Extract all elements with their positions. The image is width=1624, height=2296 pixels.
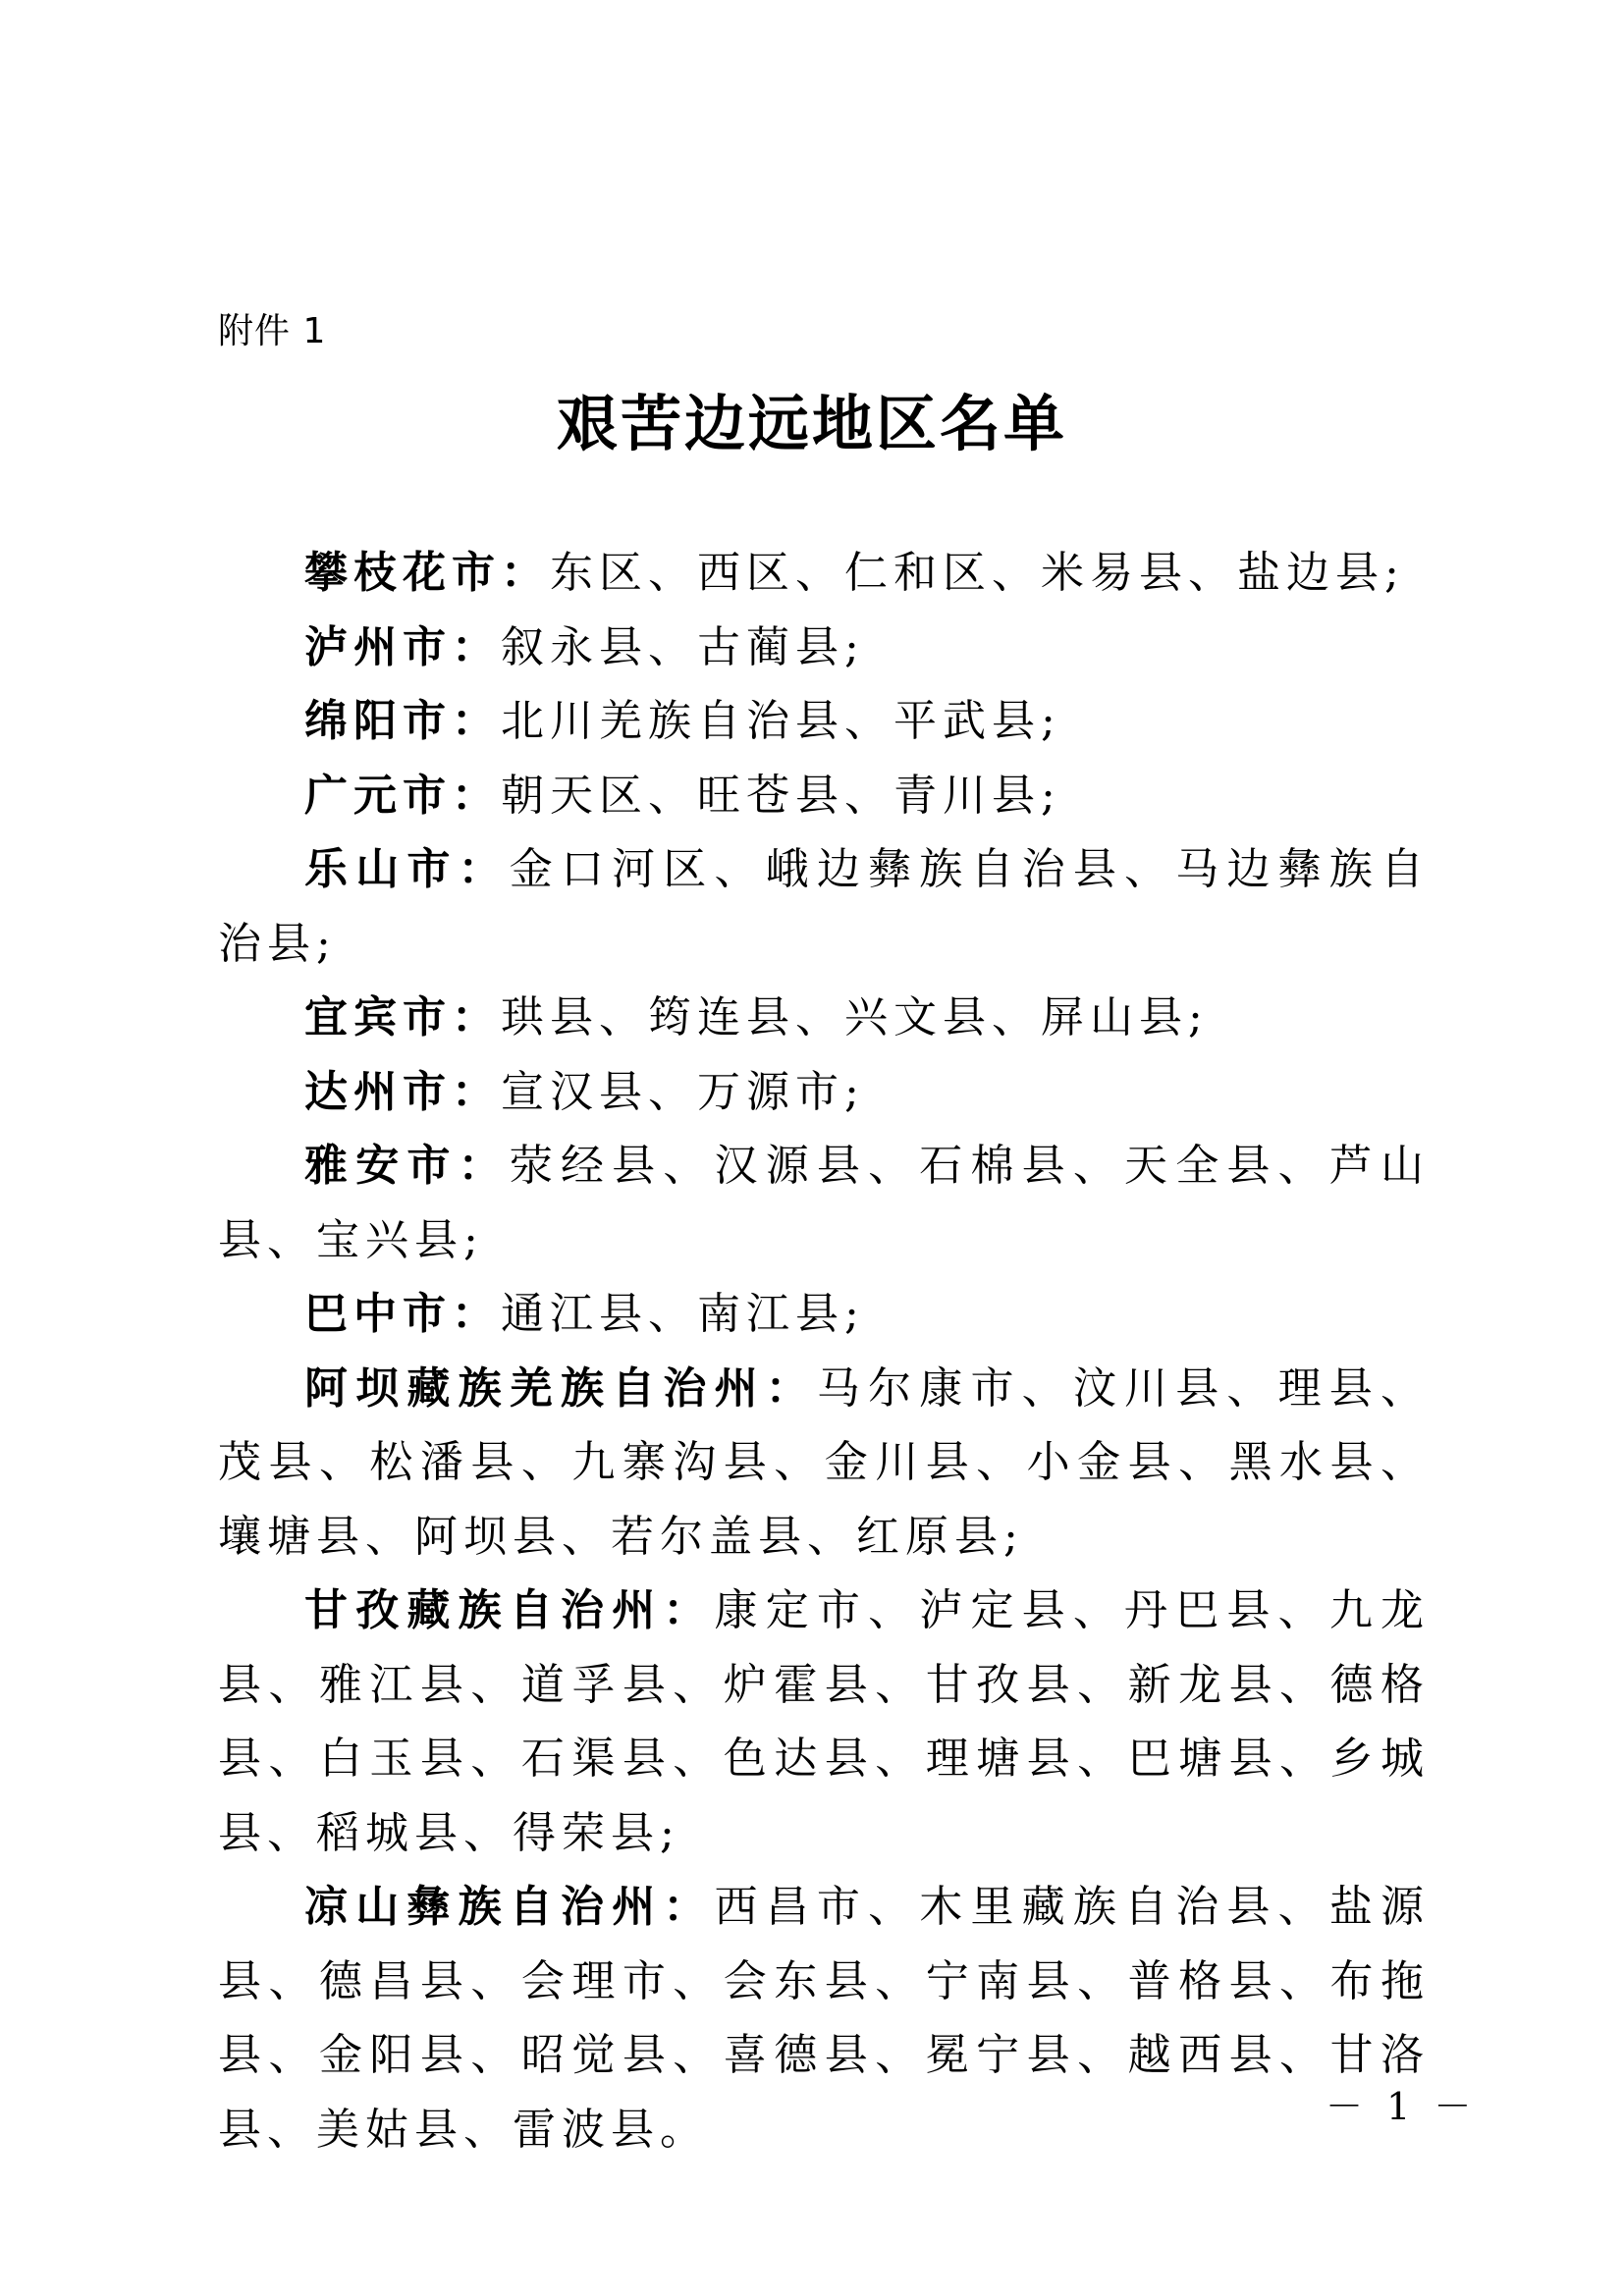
region-name: 阿坝藏族羌族自治州： [304,1362,817,1414]
region-name: 达州市： [304,1066,501,1117]
region-name: 甘孜藏族自治州： [304,1585,715,1635]
list-item [218,981,1430,1055]
region-areas: 金口河区、峨边彝族自治县、马边彝族自治县; [218,844,1431,969]
list-item [218,684,1430,759]
list-item [218,611,1430,685]
list-item [218,759,1430,833]
list-item [218,1129,1430,1277]
region-areas: 叙永县、古蔺县; [501,621,865,672]
region-name: 泸州市： [304,621,501,672]
region-name: 攀枝花市： [304,548,550,598]
page-number: － 1 － [1326,2085,1478,2128]
list-item [218,1277,1430,1352]
region-areas: 荥经县、汉源县、石棉县、天全县、芦山县、宝兴县; [218,1141,1431,1265]
region-areas: 宣汉县、万源市; [501,1066,865,1117]
region-name: 宜宾市： [304,992,501,1042]
region-areas: 康定市、泸定县、丹巴县、九龙县、雅江县、道孚县、炉霍县、甘孜县、新龙县、德格县、白玉县、石渠县、色达县、理塘县、巴塘县、乡城县、稻城县、得荣县; [218,1585,1431,1858]
region-areas: 北川羌族自治县、平武县; [501,696,1061,746]
attachment-label: 附件 1 [218,311,327,351]
region-areas: 东区、西区、仁和区、米易县、盐边县; [550,548,1405,598]
list-item [218,1574,1430,1870]
list-item [218,1870,1430,2166]
region-areas: 马尔康市、汶川县、理县、茂县、松潘县、九寨沟县、金川县、小金县、黑水县、壤塘县、阿坝县、若尔盖县、红原县; [218,1362,1431,1562]
region-areas: 珙县、筠连县、兴文县、屏山县; [501,992,1209,1042]
region-list [218,536,1430,2166]
region-name: 凉山彝族自治州： [304,1882,715,1932]
list-item [218,1352,1430,1575]
region-name: 绵阳市： [304,696,501,746]
region-name: 乐山市： [304,844,510,894]
document-title: 艰苦边远地区名单 [556,388,1067,459]
region-name: 广元市： [304,770,501,821]
region-name: 雅安市： [304,1141,510,1191]
region-areas: 通江县、南江县; [501,1289,865,1339]
list-item [218,536,1430,611]
region-name: 巴中市： [304,1289,501,1339]
list-item [218,1055,1430,1130]
region-areas: 朝天区、旺苍县、青川县; [501,770,1061,821]
region-areas: 西昌市、木里藏族自治县、盐源县、德昌县、会理市、会东县、宁南县、普格县、布拖县、金阳县、昭觉县、喜德县、冕宁县、越西县、甘洛县、美姑县、雷波县。 [218,1882,1431,2155]
list-item [218,832,1430,981]
